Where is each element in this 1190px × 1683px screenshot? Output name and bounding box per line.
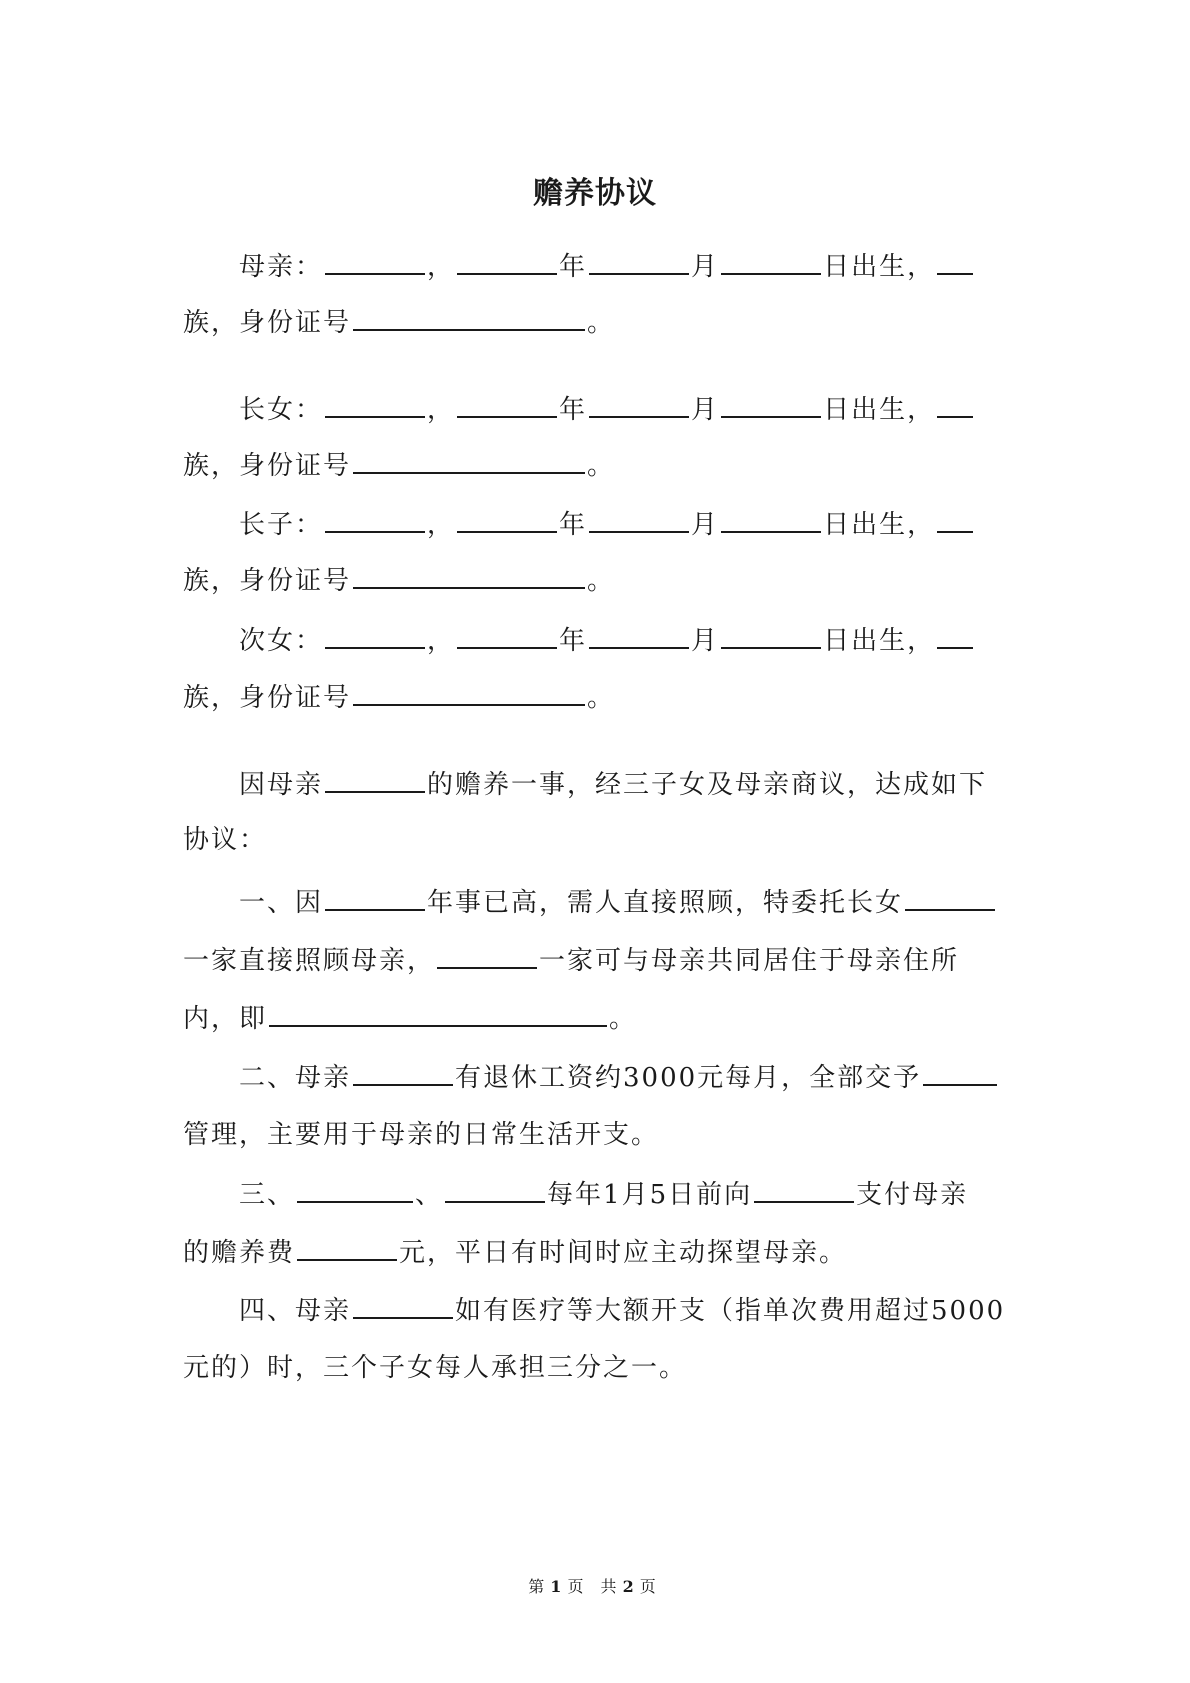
name-blank[interactable] (325, 392, 425, 418)
party-mother-id-line: 族，身份证号 。 (183, 305, 615, 340)
month-blank[interactable] (589, 623, 689, 649)
mother-name-blank[interactable] (353, 1060, 453, 1086)
day-blank[interactable] (721, 623, 821, 649)
total-pages-number: 2 (622, 1577, 640, 1596)
current-page-number: 1 (550, 1577, 568, 1596)
clause-3-line-2: 的赡养费 元，平日有时间时应主动探望母亲。 (183, 1235, 847, 1270)
eldest-daughter-name-blank[interactable] (905, 885, 995, 911)
ethnic-blank[interactable] (937, 392, 973, 418)
name-blank[interactable] (325, 249, 425, 275)
party-role: 长女： (239, 395, 324, 425)
ethnic-blank[interactable] (937, 623, 973, 649)
mother-name-blank[interactable] (353, 1293, 453, 1319)
amount-blank[interactable] (297, 1235, 397, 1261)
document-title: 赡养协议 (533, 176, 657, 211)
party-eldest-son-id-line: 族，身份证号 。 (183, 563, 615, 598)
id-number-blank[interactable] (353, 305, 585, 331)
intro-paragraph: 因母亲 的赡养一事，经三子女及母亲商议，达成如下 (239, 767, 987, 802)
clause-1-line-2: 一家直接照顾母亲， 一家可与母亲共同居住于母亲住所 (183, 943, 959, 978)
year-blank[interactable] (457, 392, 557, 418)
child-name-blank[interactable] (445, 1177, 545, 1203)
ethnic-blank[interactable] (937, 249, 973, 275)
id-number-blank[interactable] (353, 680, 585, 706)
ethnic-blank[interactable] (937, 507, 973, 533)
day-blank[interactable] (721, 249, 821, 275)
child-name-blank[interactable] (297, 1177, 413, 1203)
party-second-daughter-line: 次女： ， 年 月 日出生， (239, 623, 975, 658)
party-mother-line: 母亲： ， 年 月 日出生， (239, 249, 975, 284)
id-number-blank[interactable] (353, 448, 585, 474)
clause-1: 一、因 年事已高，需人直接照顾，特委托长女 (239, 885, 997, 920)
recipient-name-blank[interactable] (754, 1177, 854, 1203)
party-eldest-daughter-id-line: 族，身份证号 。 (183, 448, 615, 483)
day-blank[interactable] (721, 507, 821, 533)
name-blank[interactable] (325, 507, 425, 533)
family-name-blank[interactable] (437, 943, 537, 969)
month-blank[interactable] (589, 249, 689, 275)
party-role: 母亲： (239, 252, 324, 282)
year-blank[interactable] (457, 507, 557, 533)
year-blank[interactable] (457, 623, 557, 649)
party-role: 长子： (239, 510, 324, 540)
month-blank[interactable] (589, 392, 689, 418)
year-blank[interactable] (457, 249, 557, 275)
party-second-daughter-id-line: 族，身份证号 。 (183, 680, 615, 715)
manager-name-blank[interactable] (923, 1060, 997, 1086)
clause-2-line-2: 管理，主要用于母亲的日常生活开支。 (183, 1120, 660, 1150)
mother-name-blank[interactable] (325, 885, 425, 911)
party-eldest-son-line: 长子： ， 年 月 日出生， (239, 507, 975, 542)
page-footer: 第1页 共2页 (528, 1577, 662, 1596)
clause-1-line-3: 内，即 。 (183, 1001, 637, 1036)
name-blank[interactable] (325, 623, 425, 649)
clause-4-line-2: 元的）时，三个子女每人承担三分之一。 (183, 1353, 688, 1383)
mother-name-blank[interactable] (325, 767, 425, 793)
clause-3: 三、 、 每年1月5日前向 支付母亲 (239, 1177, 968, 1212)
address-blank[interactable] (269, 1001, 607, 1027)
party-role: 次女： (239, 626, 324, 656)
party-eldest-daughter-line: 长女： ， 年 月 日出生， (239, 392, 975, 427)
day-blank[interactable] (721, 392, 821, 418)
intro-paragraph-cont: 协议： (183, 825, 268, 855)
id-number-blank[interactable] (353, 563, 585, 589)
clause-2: 二、母亲 有退休工资约3000元每月，全部交予 (239, 1060, 999, 1095)
month-blank[interactable] (589, 507, 689, 533)
clause-4: 四、母亲 如有医疗等大额开支（指单次费用超过5000 (239, 1293, 1005, 1328)
